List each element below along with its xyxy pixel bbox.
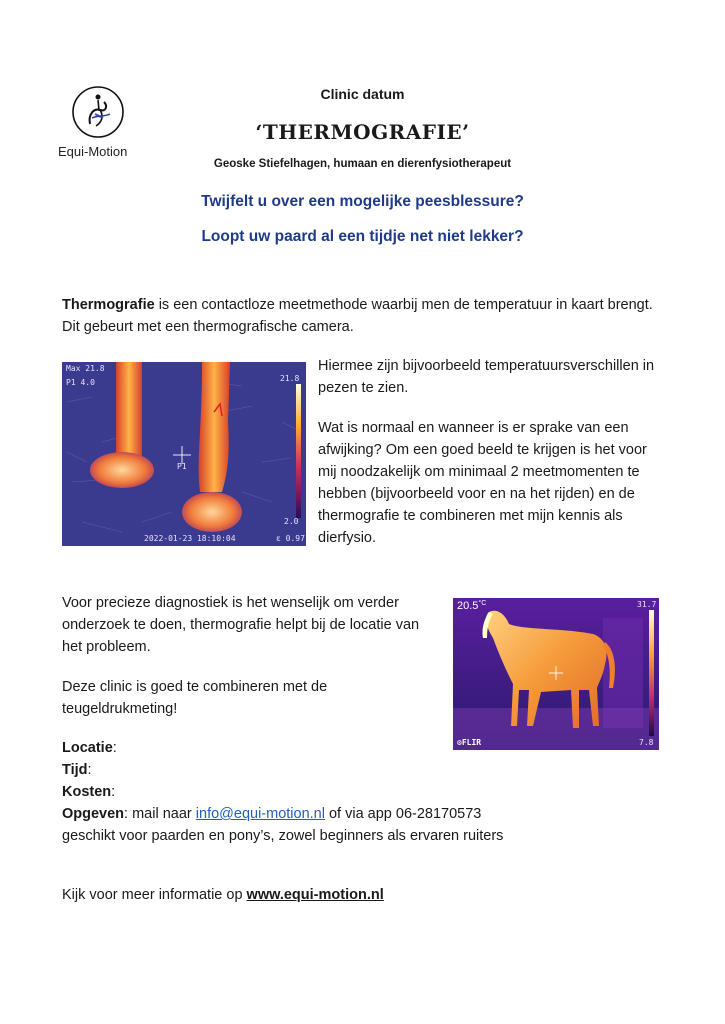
- right-para-1: Hiermee zijn bijvoorbeeld temperatuursverschillen in pezen te zien.: [318, 358, 655, 396]
- logo-text: Equi-Motion: [58, 144, 128, 159]
- scale-bottom-2: 7.8: [639, 738, 654, 747]
- time-row: Tijd:: [62, 762, 92, 778]
- max-reading: Max 21.8: [66, 364, 105, 373]
- right-column: [318, 355, 658, 549]
- page-title: ‘THERMOGRAFIE’: [255, 120, 470, 144]
- footer: Kijk voor meer informatie op www.equi-motion.nl: [62, 887, 384, 903]
- question-2: Loopt uw paard al een tijdje net niet lekker?: [201, 228, 524, 245]
- thermal-image-horse: [453, 598, 659, 750]
- subtitle: Geoske Stiefelhagen, humaan en dierenfysiotherapeut: [213, 158, 512, 170]
- location-row: Locatie:: [62, 740, 117, 756]
- scale-top: 21.8: [280, 374, 300, 383]
- intro-bold: Thermografie: [62, 297, 155, 313]
- left-para-2: Deze clinic is goed te combineren met de teugeldrukmeting!: [62, 679, 328, 717]
- suitable-row: geschikt voor paarden en pony’s, zowel beginners als ervaren ruiters: [62, 828, 504, 844]
- left-para-1: Voor precieze diagnostiek is het wenselijk om verder onderzoek te doen, thermografie helpt bij de locatie van het probleem.: [62, 595, 420, 655]
- thermal-image-legs: [62, 362, 306, 546]
- timestamp: 2022-01-23 18:10:04: [144, 534, 236, 543]
- p1-reading: P1 4.0: [66, 378, 95, 387]
- flir-brand: ⚙FLIR: [457, 738, 482, 747]
- right-para-2: Wat is normaal en wanneer is er sprake van een afwijking? Om een goed beeld te krijgen is het voor mij noodzakelijk om minimaal 2 meetmomenten te hebben (bijvoorbeeld voor en na het rijden) en de thermografie te combineren met mijn kennis als dierfysio.: [318, 420, 647, 546]
- intro-text: is een contactloze meetmethode waarbij men de temperatuur in kaart brengt. Dit gebeurt met een thermografische camera.: [62, 297, 653, 335]
- cost-row: Kosten:: [62, 784, 116, 800]
- left-column: [62, 592, 442, 720]
- marker-label: P1: [177, 462, 187, 471]
- question-1: Twijfelt u over een mogelijke peesblessure?: [201, 193, 524, 210]
- scale-bottom: 2.0: [284, 517, 299, 526]
- email-link[interactable]: info@equi-motion.nl: [195, 806, 325, 822]
- emissivity: ε 0.97: [276, 534, 305, 543]
- temperature-reading: $20.5^{^\circ C}$: [457, 600, 487, 612]
- clinic-details: [62, 737, 682, 847]
- website-link[interactable]: www.equi-motion.nl: [246, 887, 384, 903]
- clinic-date: Clinic datum: [320, 86, 405, 102]
- intro-paragraph: [62, 294, 662, 338]
- signup-row: Opgeven: mail naar info@equi-motion.nl of via app 06-28170573: [62, 806, 482, 822]
- scale-top-2: 31.7: [637, 600, 657, 609]
